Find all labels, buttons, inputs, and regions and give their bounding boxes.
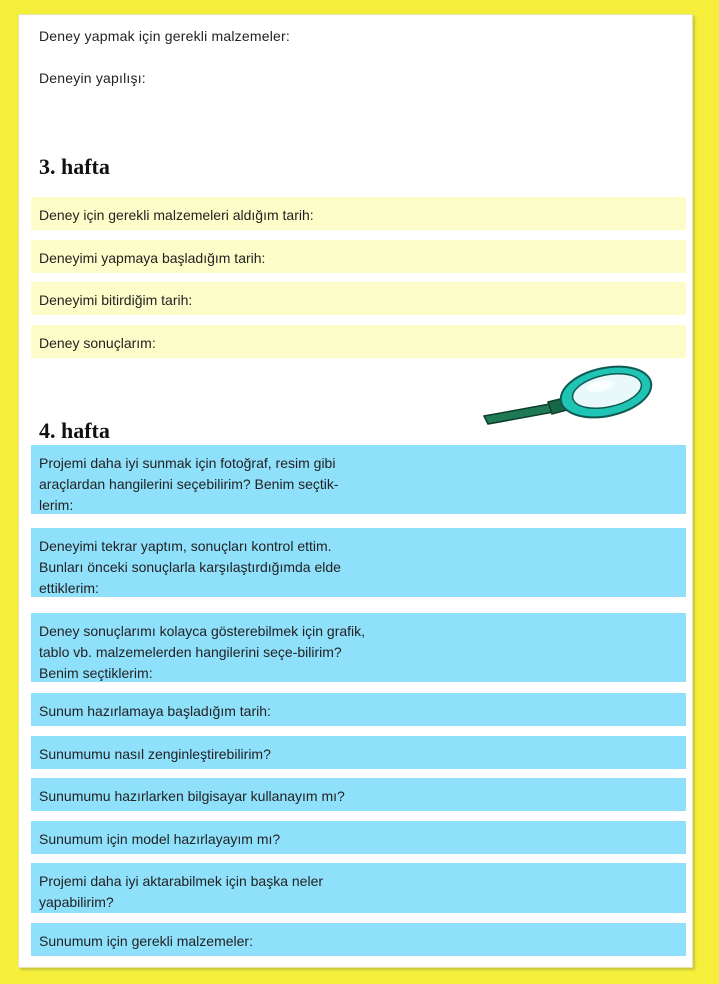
week4-row[interactable] — [31, 923, 686, 956]
row-label: Deneyimi yapmaya başladığım tarih: — [39, 250, 266, 266]
row-label: Sunumumu nasıl zenginleştirebilirim? — [39, 746, 271, 762]
week3-row[interactable] — [31, 282, 686, 315]
row-label: Projemi daha iyi aktarabilmek için başka neler yapabilirim? — [39, 873, 324, 910]
week3-row[interactable] — [31, 325, 686, 358]
row-label: Deney sonuçlarım: — [39, 335, 156, 351]
row-label: Deney sonuçlarımı kolayca gösterebilmek için grafik, tablo vb. malzemelerden hangilerini seçe-bilirim? Benim seçtiklerim: — [39, 623, 366, 681]
magnifying-glass-icon — [478, 360, 660, 435]
week4-row[interactable] — [31, 736, 686, 769]
week4-row[interactable] — [31, 528, 686, 597]
week3-row[interactable] — [31, 240, 686, 273]
week4-row[interactable] — [31, 821, 686, 854]
week3-row[interactable] — [31, 197, 686, 230]
row-label: Sunumumu hazırlarken bilgisayar kullanayım mı? — [39, 788, 345, 804]
row-label: Sunum hazırlamaya başladığım tarih: — [39, 703, 271, 719]
week4-row[interactable] — [31, 863, 686, 913]
week4-row[interactable] — [31, 613, 686, 682]
row-label: Projemi daha iyi sunmak için fotoğraf, resim gibi araçlardan hangilerini seçebilirim? Benim seçtik-lerim: — [39, 455, 339, 513]
week4-row[interactable] — [31, 445, 686, 514]
week4-row[interactable] — [31, 778, 686, 811]
row-label: Deneyimi tekrar yaptım, sonuçları kontrol ettim. Bunları önceki sonuçlarla karşılaştırdığımda elde ettiklerim: — [39, 538, 341, 596]
row-label: Sunumum için gerekli malzemeler: — [39, 933, 253, 949]
row-label: Sunumum için model hazırlayayım mı? — [39, 831, 281, 847]
materials-label: Deney yapmak için gerekli malzemeler: — [39, 28, 290, 44]
week3-title: 3. hafta — [39, 154, 110, 179]
week4-row[interactable] — [31, 693, 686, 726]
row-label: Deney için gerekli malzemeleri aldığım tarih: — [39, 207, 314, 223]
week4-title: 4. hafta — [39, 418, 110, 443]
procedure-label: Deneyin yapılışı: — [39, 70, 146, 86]
row-label: Deneyimi bitirdiğim tarih: — [39, 292, 193, 308]
